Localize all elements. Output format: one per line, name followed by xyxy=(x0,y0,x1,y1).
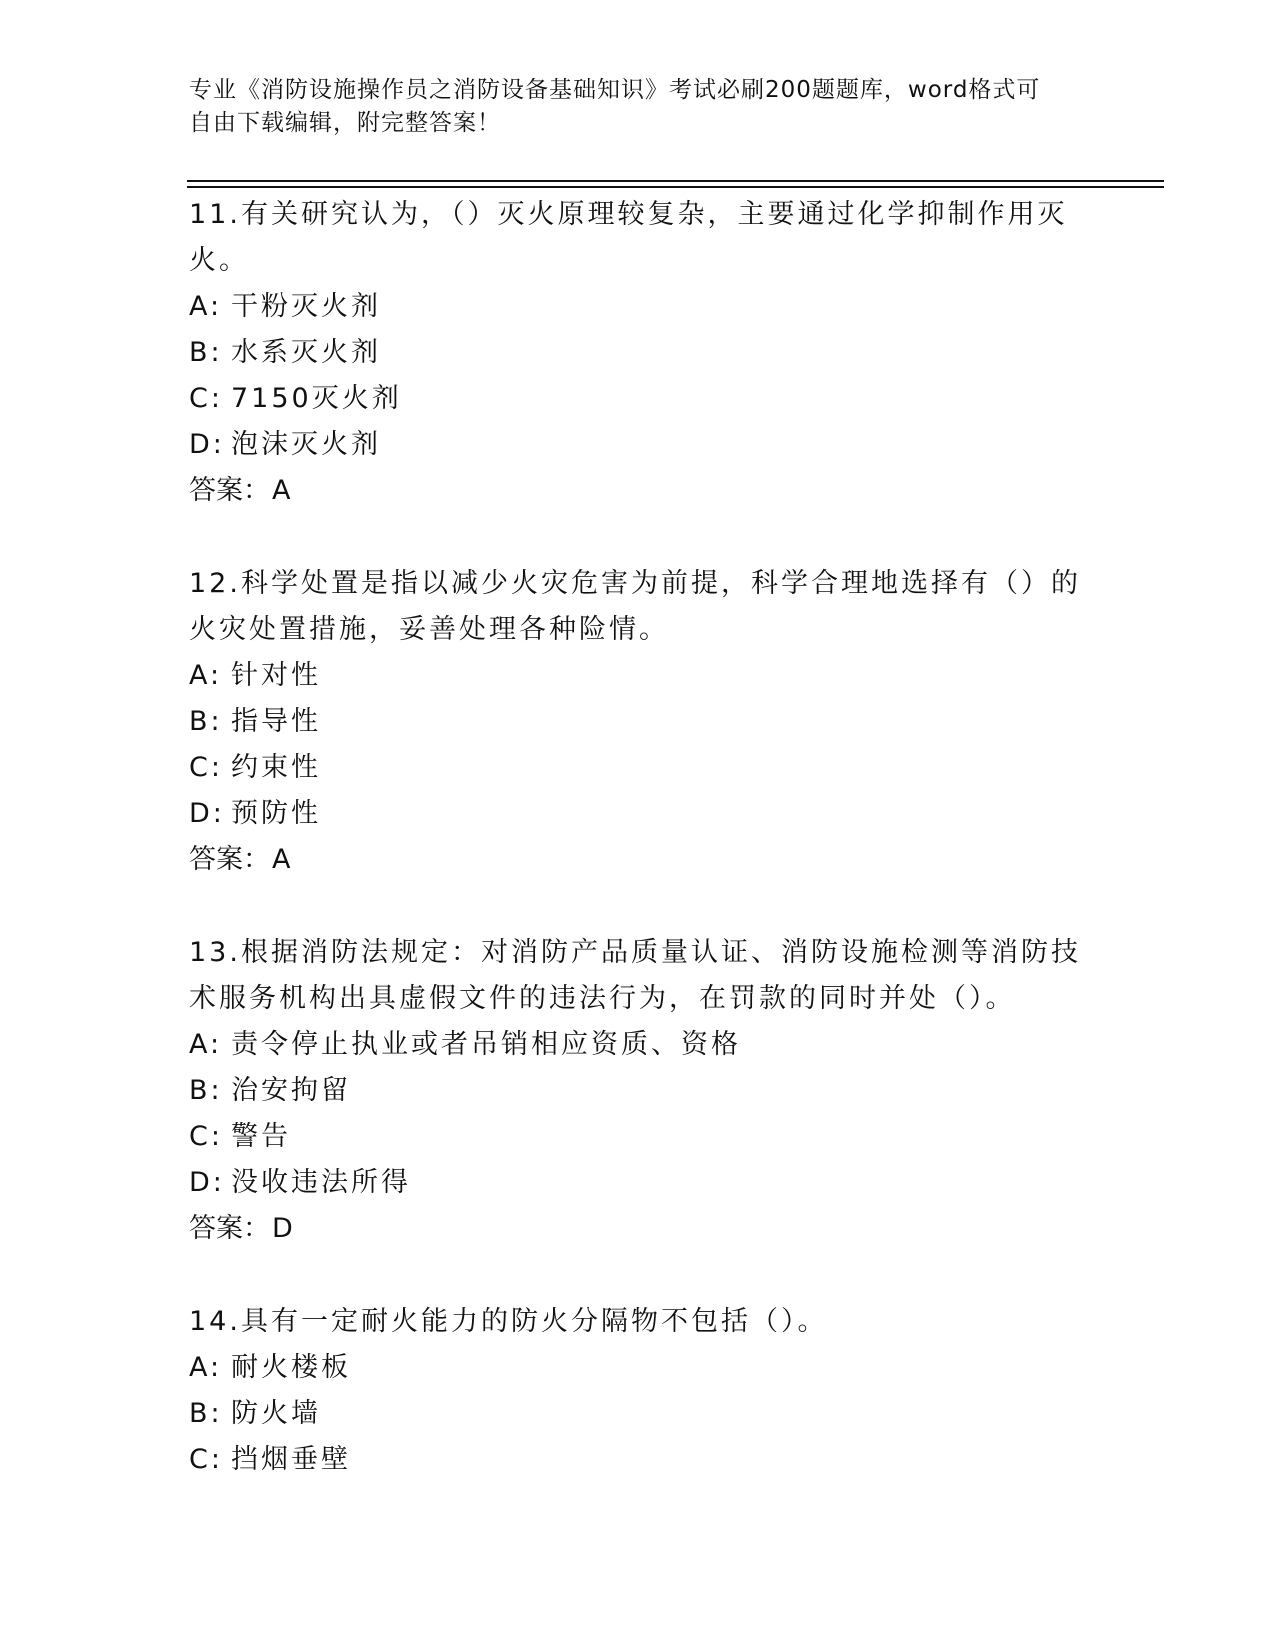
option-text: 没收违法所得 xyxy=(231,1167,411,1198)
question-list xyxy=(189,192,1089,1530)
answer-label: 答案： xyxy=(189,475,270,506)
document-header xyxy=(189,74,1089,140)
question-13 xyxy=(189,930,1089,1252)
header-divider-top xyxy=(187,180,1164,182)
answer-value: D xyxy=(272,1213,293,1244)
option-key: A: xyxy=(189,1029,223,1060)
option-c xyxy=(189,1114,1089,1160)
option-d xyxy=(189,791,1089,837)
option-text: 针对性 xyxy=(231,660,321,691)
option-key: B: xyxy=(189,1398,223,1429)
question-text: 11.有关研究认为，（）灭火原理较复杂，主要通过化学抑制作用灭火。 xyxy=(189,199,1068,276)
question-text: 13.根据消防法规定：对消防产品质量认证、消防设施检测等消防技术服务机构出具虚假文件的违法行为，在罚款的同时并处（）。 xyxy=(189,937,1081,1014)
header-line-1: 专业《消防设施操作员之消防设备基础知识》考试必刷200题题库，word格式可 xyxy=(189,77,1041,103)
answer-label: 答案： xyxy=(189,1213,270,1244)
option-a xyxy=(189,284,1089,330)
answer-label: 答案： xyxy=(189,844,270,875)
question-text: 12.科学处置是指以减少火灾危害为前提，科学合理地选择有（）的火灾处置措施，妥善处理各种险情。 xyxy=(189,568,1081,645)
answer-line xyxy=(189,837,1089,883)
option-text: 治安拘留 xyxy=(231,1075,351,1106)
header-line-2: 自由下载编辑，附完整答案！ xyxy=(189,110,501,136)
question-12 xyxy=(189,561,1089,883)
option-key: B: xyxy=(189,1075,223,1106)
answer-value: A xyxy=(272,844,291,875)
option-text: 挡烟垂壁 xyxy=(231,1444,351,1475)
option-text: 警告 xyxy=(231,1121,291,1152)
question-14 xyxy=(189,1299,1089,1483)
answer-line xyxy=(189,468,1089,514)
question-text: 14.具有一定耐火能力的防火分隔物不包括（）。 xyxy=(189,1306,828,1337)
option-text: 指导性 xyxy=(231,706,321,737)
option-d xyxy=(189,422,1089,468)
option-key: C: xyxy=(189,1444,223,1475)
option-text: 7150灭火剂 xyxy=(231,383,402,414)
option-d xyxy=(189,1160,1089,1206)
option-c xyxy=(189,745,1089,791)
answer-value: A xyxy=(272,475,291,506)
option-key: D: xyxy=(189,429,225,460)
option-c xyxy=(189,376,1089,422)
option-b xyxy=(189,1068,1089,1114)
option-key: A: xyxy=(189,291,223,322)
option-key: A: xyxy=(189,1352,223,1383)
question-11 xyxy=(189,192,1089,514)
option-text: 防火墙 xyxy=(231,1398,321,1429)
option-a xyxy=(189,1345,1089,1391)
option-text: 干粉灭火剂 xyxy=(231,291,381,322)
option-b xyxy=(189,1391,1089,1437)
option-key: A: xyxy=(189,660,223,691)
option-c xyxy=(189,1437,1089,1483)
option-key: D: xyxy=(189,798,225,829)
option-key: C: xyxy=(189,752,223,783)
header-divider-bottom xyxy=(187,186,1164,188)
option-a xyxy=(189,653,1089,699)
option-text: 责令停止执业或者吊销相应资质、资格 xyxy=(231,1029,741,1060)
option-text: 水系灭火剂 xyxy=(231,337,381,368)
option-key: C: xyxy=(189,1121,223,1152)
option-text: 预防性 xyxy=(231,798,321,829)
option-text: 泡沫灭火剂 xyxy=(231,429,381,460)
option-b xyxy=(189,330,1089,376)
option-a xyxy=(189,1022,1089,1068)
answer-line xyxy=(189,1206,1089,1252)
option-text: 耐火楼板 xyxy=(231,1352,351,1383)
option-b xyxy=(189,699,1089,745)
option-key: B: xyxy=(189,706,223,737)
option-text: 约束性 xyxy=(231,752,321,783)
option-key: C: xyxy=(189,383,223,414)
option-key: D: xyxy=(189,1167,225,1198)
option-key: B: xyxy=(189,337,223,368)
